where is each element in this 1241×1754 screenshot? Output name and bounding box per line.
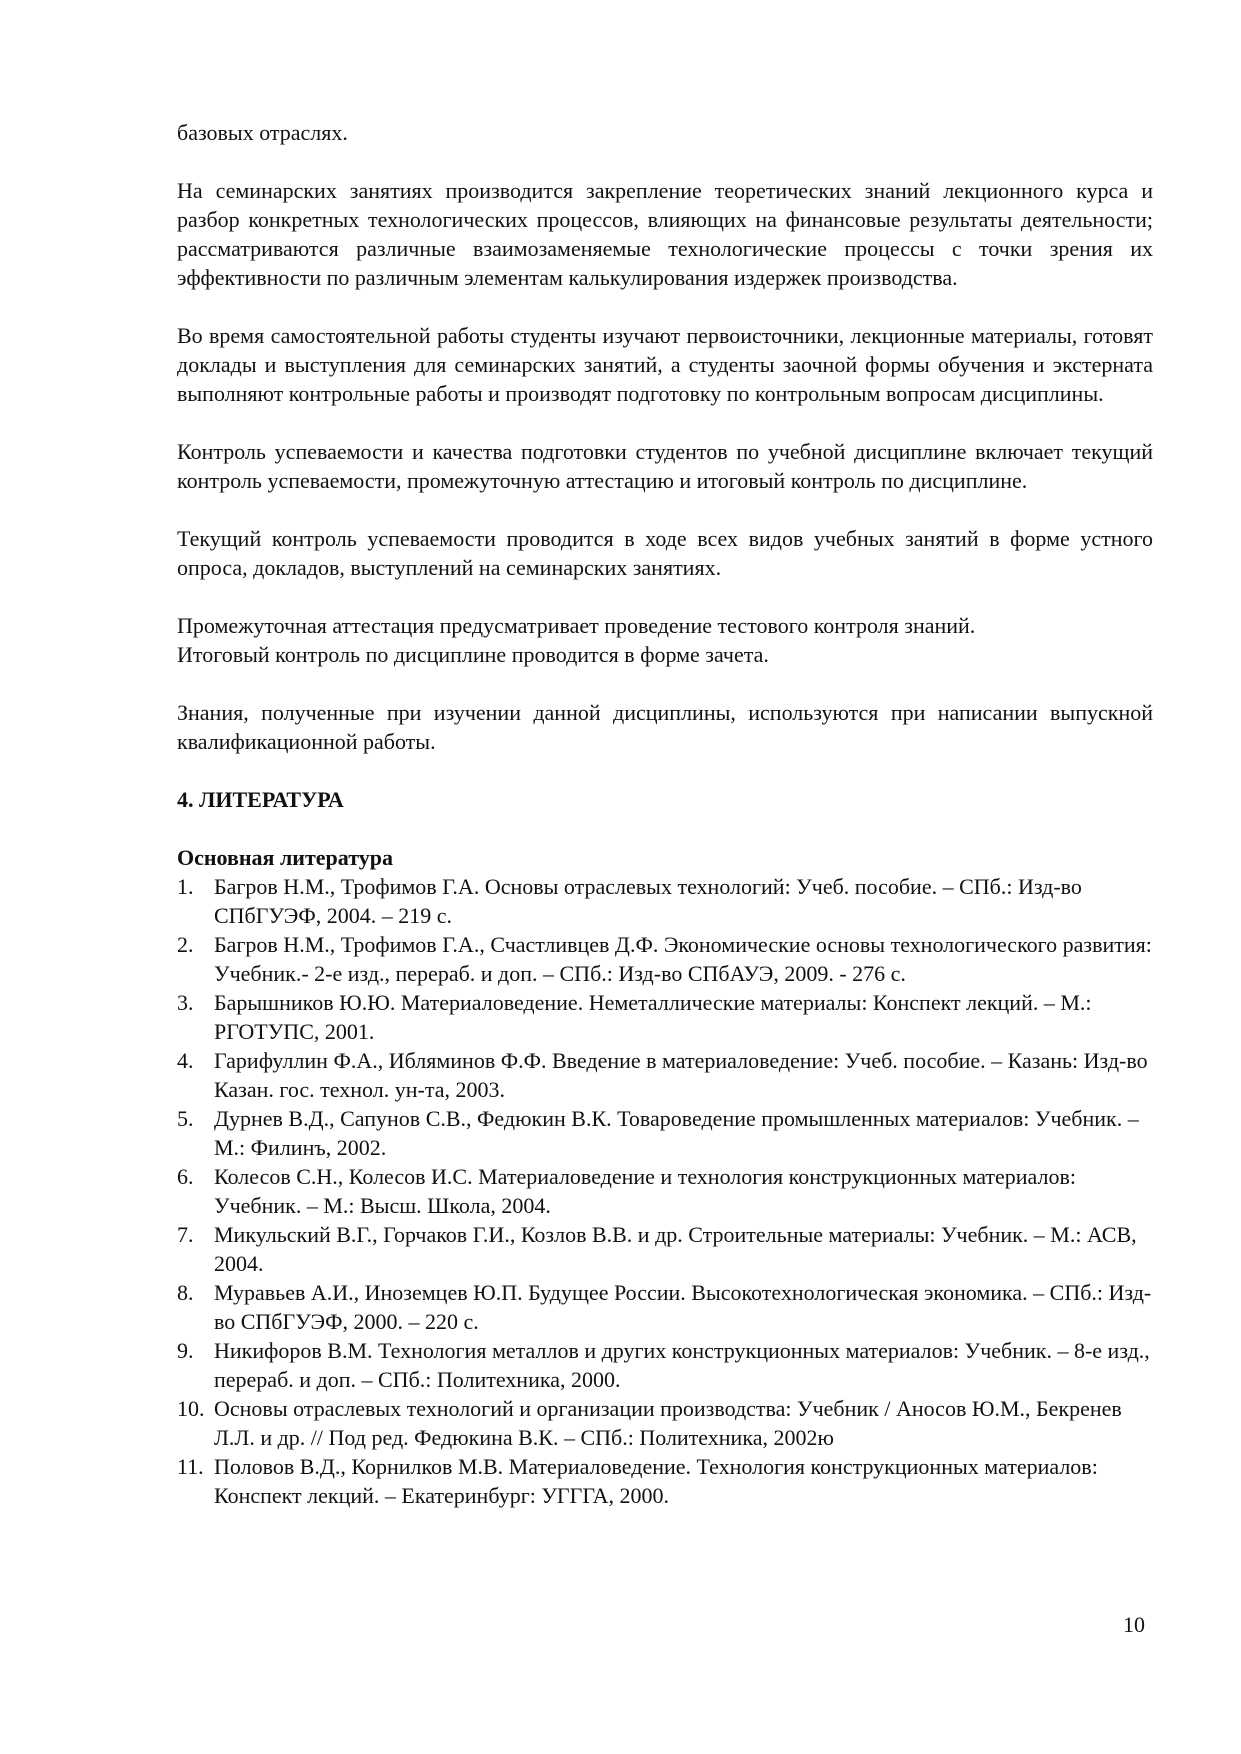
- reference-text: Микульский В.Г., Горчаков Г.И., Козлов В.В. и др. Строительные материалы: Учебник. – М.: АСВ, 2004.: [214, 1222, 1137, 1276]
- reference-item: [177, 1220, 1153, 1278]
- reference-item: [177, 930, 1153, 988]
- document-page: [177, 118, 1153, 1510]
- reference-item: [177, 1452, 1153, 1510]
- attestation-line: Промежуточная аттестация предусматривает проведение тестового контроля знаний.: [177, 613, 976, 638]
- reference-number: 10.: [177, 1396, 205, 1421]
- reference-item: [177, 1394, 1153, 1452]
- reference-text: Барышников Ю.Ю. Материаловедение. Неметаллические материалы: Конспект лекций. – М.: РГОТУПС, 2001.: [214, 990, 1092, 1044]
- reference-number: 9.: [177, 1338, 194, 1363]
- reference-number: 5.: [177, 1106, 194, 1131]
- reference-number: 3.: [177, 990, 194, 1015]
- subheading-main-literature: Основная литература: [177, 845, 393, 870]
- reference-number: 8.: [177, 1280, 194, 1305]
- reference-text: Никифоров В.М. Технология металлов и других конструкционных материалов: Учебник. – 8-е изд., перераб. и доп. – СПб.: Политехника, 2000.: [214, 1338, 1150, 1392]
- section-heading: 4. ЛИТЕРАТУРА: [177, 787, 344, 812]
- reference-text: Половов В.Д., Корнилков М.В. Материаловедение. Технология конструкционных материалов: Конспект лекций. – Екатеринбург: УГГГА, 2000.: [214, 1454, 1098, 1508]
- reference-text: Муравьев А.И., Иноземцев Ю.П. Будущее России. Высокотехнологическая экономика. – СПб.: Изд-во СПбГУЭФ, 2000. – 220 с.: [214, 1280, 1152, 1334]
- reference-text: Гарифуллин Ф.А., Ибляминов Ф.Ф. Введение в материаловедение: Учеб. пособие. – Казань: Изд-во Казан. гос. технол. ун-та, 2003.: [214, 1048, 1148, 1102]
- reference-text: Дурнев В.Д., Сапунов С.В., Федюкин В.К. Товароведение промышленных материалов: Учебник. – М.: Филинъ, 2002.: [214, 1106, 1139, 1160]
- reference-item: [177, 1104, 1153, 1162]
- reference-text: Основы отраслевых технологий и организации производства: Учебник / Аносов Ю.М., Бекренев Л.Л. и др. // Под ред. Федюкина В.К. – СПб.: Политехника, 2002ю: [214, 1396, 1122, 1450]
- reference-number: 11.: [177, 1454, 204, 1479]
- page-number: 10: [1123, 1612, 1145, 1637]
- reference-number: 1.: [177, 874, 194, 899]
- reference-list: [177, 872, 1153, 1510]
- reference-item: [177, 1162, 1153, 1220]
- reference-number: 4.: [177, 1048, 194, 1073]
- reference-item: [177, 1046, 1153, 1104]
- reference-item: [177, 988, 1153, 1046]
- paragraph-intro-end: базовых отраслях.: [177, 120, 348, 145]
- paragraph-attestation: [177, 611, 1153, 669]
- paragraph-control: Контроль успеваемости и качества подготовки студентов по учебной дисциплине включает текущий контроль успеваемости, промежуточную аттестацию и итоговый контроль по дисциплине.: [177, 439, 1153, 493]
- paragraph-knowledge: Знания, полученные при изучении данной дисциплины, используются при написании выпускной квалификационной работы.: [177, 700, 1153, 754]
- reference-number: 7.: [177, 1222, 194, 1247]
- paragraph-current-control: Текущий контроль успеваемости проводится в ходе всех видов учебных занятий в форме устного опроса, докладов, выступлений на семинарских занятиях.: [177, 526, 1153, 580]
- paragraph-seminars: На семинарских занятиях производится закрепление теоретических знаний лекционного курса и разбор конкретных технологических процессов, влияющих на финансовые результаты деятельности; рассматриваются различные взаимозаменяемые технологические процессы с точки зрения их эффективности по различным элементам калькулирования издержек производства.: [177, 178, 1153, 290]
- reference-item: [177, 872, 1153, 930]
- final-control-line: Итоговый контроль по дисциплине проводится в форме зачета.: [177, 642, 769, 667]
- reference-text: Багров Н.М., Трофимов Г.А., Счастливцев Д.Ф. Экономические основы технологического развития: Учебник.- 2-е изд., перераб. и доп. – СПб.: Изд-во СПбАУЭ, 2009. - 276 с.: [214, 932, 1152, 986]
- reference-text: Колесов С.Н., Колесов И.С. Материаловедение и технология конструкционных материалов: Учебник. – М.: Высш. Школа, 2004.: [214, 1164, 1076, 1218]
- paragraph-self-study: Во время самостоятельной работы студенты изучают первоисточники, лекционные материалы, готовят доклады и выступления для семинарских занятий, а студенты заочной формы обучения и экстерната выполняют контрольные работы и производят подготовку по контрольным вопросам дисциплины.: [177, 323, 1153, 406]
- reference-number: 6.: [177, 1164, 194, 1189]
- reference-item: [177, 1336, 1153, 1394]
- reference-number: 2.: [177, 932, 194, 957]
- reference-text: Багров Н.М., Трофимов Г.А. Основы отраслевых технологий: Учеб. пособие. – СПб.: Изд-во СПбГУЭФ, 2004. – 219 с.: [214, 874, 1082, 928]
- reference-item: [177, 1278, 1153, 1336]
